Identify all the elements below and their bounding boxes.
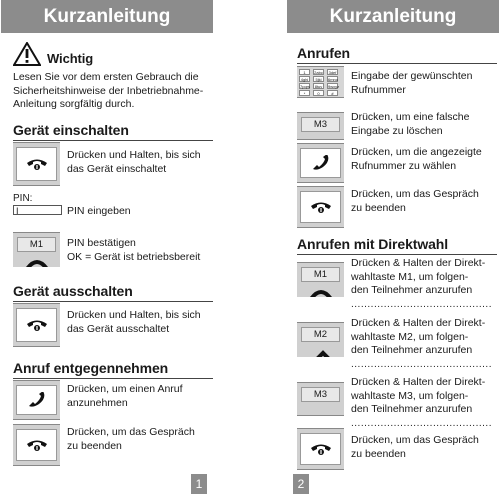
direct-dial-m3-text: Drücken & Halten der Direkt- wahltaste M3, um folgen- den Teilnehmer anzurufen <box>351 376 486 415</box>
end-key[interactable] <box>13 303 60 347</box>
step-delete: Drücken, um eine falsche Eingabe zu löschen <box>351 111 470 137</box>
end-key[interactable] <box>13 424 60 466</box>
page-header: Kurzanleitung <box>1 0 213 33</box>
section-divider <box>297 63 497 64</box>
warning-icon <box>13 42 41 66</box>
number-placeholder-m1: ........................................... <box>351 299 492 310</box>
direct-dial-m1-text: Drücken & Halten der Direkt- wahltaste M1, um folgen- den Teilnehmer anzurufen <box>351 257 486 296</box>
call-key[interactable] <box>13 380 60 420</box>
m2-key-label: M2 <box>301 327 340 342</box>
section-title-anrufen: Anrufen <box>297 45 350 61</box>
end-key[interactable] <box>297 186 344 228</box>
step-dial: Drücken, um die angezeigte Rufnummer zu wählen <box>351 146 482 172</box>
call-icon <box>309 287 333 297</box>
end-key[interactable] <box>297 428 344 470</box>
end-key[interactable] <box>13 142 60 186</box>
step-power-off: Drücken und Halten, bis sich das Gerät ausschaltet <box>67 309 201 335</box>
warning-text: Lesen Sie vor dem ersten Gebrauch die Sicherheitshinweise der Inbetriebnahme- Anleitung sorgfältig durch. <box>13 71 204 110</box>
page-header: Kurzanleitung <box>287 0 499 33</box>
step-power-on: Drücken und Halten, bis sich das Gerät einschaltet <box>67 149 201 175</box>
m2-key[interactable] <box>297 322 344 357</box>
step-end-call: Drücken, um das Gespräch zu beenden <box>67 426 195 452</box>
chevron-up-icon <box>311 349 335 357</box>
section-title-direktwahl: Anrufen mit Direktwahl <box>297 236 449 252</box>
m1-key[interactable] <box>13 232 60 267</box>
pin-label: PIN: <box>13 193 33 204</box>
direct-dial-m2-text: Drücken & Halten der Direkt- wahltaste M2, um folgen- den Teilnehmer anzurufen <box>351 317 486 356</box>
page-number: 2 <box>293 474 309 494</box>
step-pin-confirm: PIN bestätigen OK = Gerät ist betriebsbereit <box>67 237 201 263</box>
end-call-icon <box>26 438 48 452</box>
m1-key-label: M1 <box>17 237 56 252</box>
section-title-einschalten: Gerät einschalten <box>13 122 129 138</box>
call-icon <box>311 155 331 171</box>
m3-key-label: M3 <box>301 117 340 132</box>
call-key[interactable] <box>297 143 344 183</box>
pin-input[interactable]: I <box>13 205 62 215</box>
m3-key-label: M3 <box>301 387 340 402</box>
number-keypad[interactable]: 1 2abc 3def 4ghi 5jkl 6mno 7pqrs 8tuv 9wxyz * 0 # <box>297 66 344 98</box>
m3-key[interactable] <box>297 382 344 416</box>
m1-key-label: M1 <box>301 267 340 282</box>
warning-title: Wichtig <box>47 51 94 66</box>
section-title-anruf: Anruf entgegennehmen <box>13 360 169 376</box>
m1-key[interactable] <box>297 262 344 297</box>
end-call-icon <box>26 318 48 332</box>
m3-key[interactable] <box>297 112 344 140</box>
section-divider <box>297 254 497 255</box>
section-divider <box>13 140 213 141</box>
number-placeholder-m2: ........................................... <box>351 359 492 370</box>
page-left <box>1 0 213 499</box>
page-right <box>287 0 499 499</box>
step-answer: Drücken, um einen Anruf anzunehmen <box>67 383 183 409</box>
call-icon <box>25 257 49 267</box>
step-end-call: Drücken, um das Gespräch zu beenden <box>351 188 479 214</box>
section-title-ausschalten: Gerät ausschalten <box>13 283 133 299</box>
call-icon <box>27 392 47 408</box>
page-number: 1 <box>191 474 207 494</box>
step-enter-number: Eingabe der gewünschten Rufnummer <box>351 70 473 96</box>
number-placeholder-m3: ........................................... <box>351 418 492 429</box>
section-divider <box>13 301 213 302</box>
section-divider <box>13 378 213 379</box>
end-call-icon <box>310 200 332 214</box>
step-pin-enter: PIN eingeben <box>67 205 131 217</box>
end-call-icon <box>26 157 48 171</box>
end-call-icon <box>310 442 332 456</box>
step-end-call: Drücken, um das Gespräch zu beenden <box>351 434 479 460</box>
